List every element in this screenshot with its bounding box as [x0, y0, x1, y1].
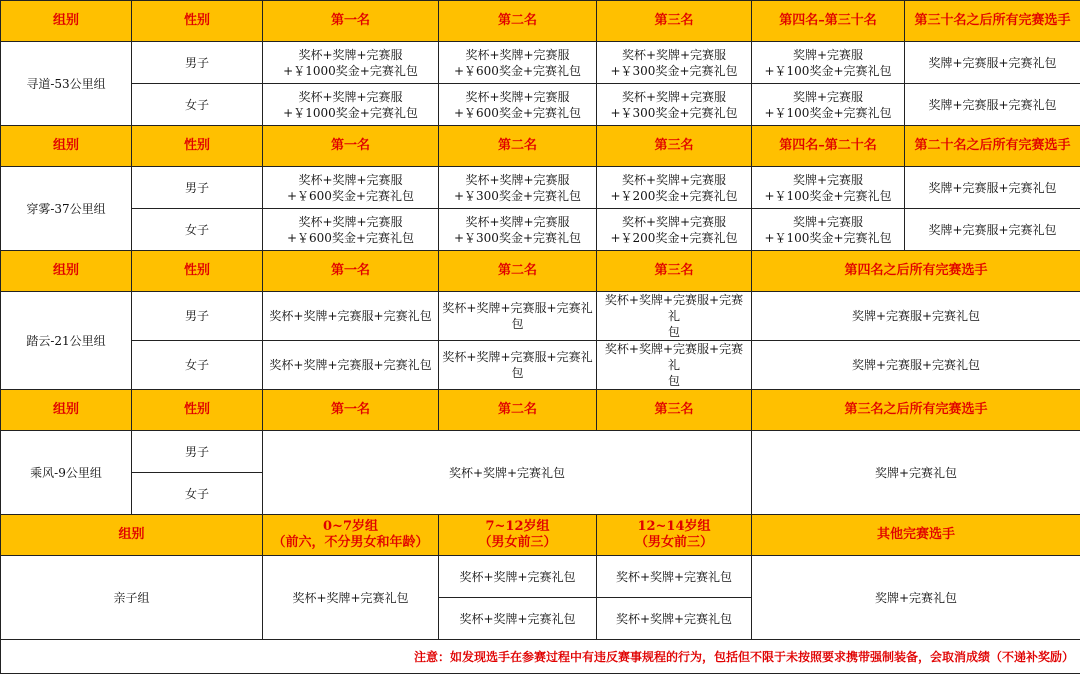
award-rest-9km: 奖牌+完赛礼包 [752, 431, 1080, 515]
award-cell: 奖杯+奖牌+完赛服+完赛礼包 [263, 341, 439, 390]
header-after-20th: 第二十名之后所有完赛选手 [905, 126, 1080, 167]
award-other-family: 奖牌+完赛礼包 [752, 556, 1080, 640]
header-row-family [1, 515, 1080, 556]
header-gender: 性别 [132, 390, 263, 431]
award-age-12-14: 奖杯+奖牌+完赛礼包 [597, 556, 752, 598]
header-first: 第一名 [263, 251, 439, 292]
header-gender: 性别 [132, 1, 263, 42]
header-group: 组别 [1, 515, 263, 556]
header-4th-20th: 第四名–第二十名 [752, 126, 905, 167]
header-third: 第三名 [597, 1, 752, 42]
header-second: 第二名 [439, 251, 597, 292]
header-third: 第三名 [597, 251, 752, 292]
award-cell: 奖牌+完赛服+完赛礼包 [752, 292, 1080, 341]
award-cell: 奖杯+奖牌+完赛服+完赛礼 包 [597, 341, 752, 390]
award-cell: 奖牌+完赛服 +￥100奖金+完赛礼包 [752, 209, 905, 251]
award-cell: 奖杯+奖牌+完赛服 +￥200奖金+完赛礼包 [597, 209, 752, 251]
award-cell: 奖杯+奖牌+完赛服+完赛礼 包 [439, 341, 597, 390]
award-top3-9km: 奖杯+奖牌+完赛礼包 [263, 431, 752, 515]
header-first: 第一名 [263, 126, 439, 167]
header-after-4th: 第四名之后所有完赛选手 [752, 251, 1080, 292]
award-age-7-12: 奖杯+奖牌+完赛礼包 [439, 598, 597, 640]
award-cell: 奖牌+完赛服+完赛礼包 [905, 167, 1080, 209]
header-third: 第三名 [597, 390, 752, 431]
gender-male: 男子 [132, 167, 263, 209]
row-21km-female [1, 341, 1080, 390]
footer-row [1, 640, 1080, 674]
row-53km-male [1, 42, 1080, 84]
row-9km-male [1, 431, 1080, 473]
group-name-53km: 寻道-53公里组 [1, 42, 132, 126]
award-cell: 奖牌+完赛服+完赛礼包 [752, 341, 1080, 390]
row-37km-female [1, 209, 1080, 251]
header-row-9km [1, 390, 1080, 431]
award-cell: 奖杯+奖牌+完赛服+完赛礼 包 [597, 292, 752, 341]
award-cell: 奖杯+奖牌+完赛服 +￥600奖金+完赛礼包 [439, 42, 597, 84]
award-cell: 奖牌+完赛服+完赛礼包 [905, 84, 1080, 126]
header-first: 第一名 [263, 390, 439, 431]
header-4th-30th: 第四名–第三十名 [752, 1, 905, 42]
gender-female: 女子 [132, 84, 263, 126]
award-cell: 奖杯+奖牌+完赛服 +￥600奖金+完赛礼包 [263, 209, 439, 251]
row-family-1 [1, 556, 1080, 598]
award-cell: 奖牌+完赛服 +￥100奖金+完赛礼包 [752, 84, 905, 126]
gender-male: 男子 [132, 431, 263, 473]
header-row-37km [1, 126, 1080, 167]
header-group: 组别 [1, 251, 132, 292]
award-cell: 奖牌+完赛服 +￥100奖金+完赛礼包 [752, 167, 905, 209]
award-cell: 奖牌+完赛服 +￥100奖金+完赛礼包 [752, 42, 905, 84]
award-age-12-14: 奖杯+奖牌+完赛礼包 [597, 598, 752, 640]
header-first: 第一名 [263, 1, 439, 42]
award-cell: 奖杯+奖牌+完赛服 +￥300奖金+完赛礼包 [597, 84, 752, 126]
header-after-30th: 第三十名之后所有完赛选手 [905, 1, 1080, 42]
award-cell: 奖牌+完赛服+完赛礼包 [905, 42, 1080, 84]
award-cell: 奖杯+奖牌+完赛服 +￥300奖金+完赛礼包 [439, 209, 597, 251]
header-gender: 性别 [132, 126, 263, 167]
award-cell: 奖杯+奖牌+完赛服 +￥300奖金+完赛礼包 [597, 42, 752, 84]
gender-male: 男子 [132, 292, 263, 341]
row-53km-female [1, 84, 1080, 126]
gender-male: 男子 [132, 42, 263, 84]
group-name-21km: 踏云-21公里组 [1, 292, 132, 390]
group-name-37km: 穿雾-37公里组 [1, 167, 132, 251]
row-21km-male [1, 292, 1080, 341]
header-age-7-12: 7~12岁组 （男女前三） [439, 515, 597, 556]
row-37km-male [1, 167, 1080, 209]
header-after-3rd: 第三名之后所有完赛选手 [752, 390, 1080, 431]
gender-female: 女子 [132, 341, 263, 390]
header-third: 第三名 [597, 126, 752, 167]
award-cell: 奖杯+奖牌+完赛服 +￥1000奖金+完赛礼包 [263, 84, 439, 126]
award-cell: 奖杯+奖牌+完赛服+完赛礼包 [263, 292, 439, 341]
group-name-family: 亲子组 [1, 556, 263, 640]
footer-note: 注意：如发现选手在参赛过程中有违反赛事规程的行为，包括但不限于未按照要求携带强制装备，会取消成绩（不递补奖励） [1, 640, 1080, 674]
gender-female: 女子 [132, 473, 263, 515]
header-second: 第二名 [439, 390, 597, 431]
award-cell: 奖杯+奖牌+完赛服 +￥300奖金+完赛礼包 [439, 167, 597, 209]
header-group: 组别 [1, 126, 132, 167]
header-row-53km [1, 1, 1080, 42]
gender-female: 女子 [132, 209, 263, 251]
award-cell: 奖杯+奖牌+完赛服 +￥600奖金+完赛礼包 [439, 84, 597, 126]
header-second: 第二名 [439, 1, 597, 42]
award-cell: 奖杯+奖牌+完赛服 +￥600奖金+完赛礼包 [263, 167, 439, 209]
header-other-finishers: 其他完赛选手 [752, 515, 1080, 556]
award-age-0-7: 奖杯+奖牌+完赛礼包 [263, 556, 439, 640]
header-age-0-7: 0~7岁组 （前六，不分男女和年龄） [263, 515, 439, 556]
award-age-7-12: 奖杯+奖牌+完赛礼包 [439, 556, 597, 598]
award-cell: 奖杯+奖牌+完赛服+完赛礼 包 [439, 292, 597, 341]
award-cell: 奖杯+奖牌+完赛服 +￥1000奖金+完赛礼包 [263, 42, 439, 84]
header-row-21km [1, 251, 1080, 292]
header-age-12-14: 12~14岁组 （男女前三） [597, 515, 752, 556]
header-group: 组别 [1, 1, 132, 42]
header-second: 第二名 [439, 126, 597, 167]
award-cell: 奖杯+奖牌+完赛服 +￥200奖金+完赛礼包 [597, 167, 752, 209]
header-gender: 性别 [132, 251, 263, 292]
award-cell: 奖牌+完赛服+完赛礼包 [905, 209, 1080, 251]
header-group: 组别 [1, 390, 132, 431]
group-name-9km: 乘风-9公里组 [1, 431, 132, 515]
